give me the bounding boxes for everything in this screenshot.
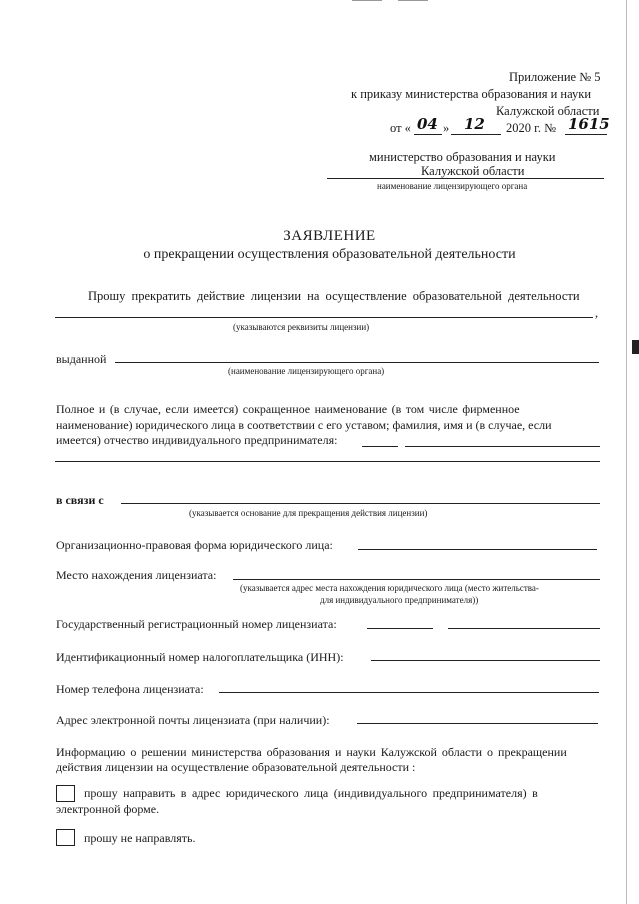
request-comma: , bbox=[595, 306, 599, 320]
option1-text-line1: прошу направить в адрес юридического лица (индивидуального предпринимателя) в bbox=[84, 786, 538, 800]
authority-name-line1: министерство образования и науки bbox=[369, 150, 556, 164]
phone-label: Номер телефона лицензиата: bbox=[56, 682, 204, 696]
fullname-paragraph-line1: Полное и (в случае, если имеется) сокращенное наименование (в том числе фирменное bbox=[56, 402, 520, 416]
document-title: ЗАЯВЛЕНИЕ bbox=[283, 228, 376, 244]
fullname-field-line2[interactable] bbox=[55, 461, 600, 462]
info-paragraph-line1: Информацию о решении министерства образования и науки Калужской области о прекращении bbox=[56, 745, 567, 759]
request-text: Прошу прекратить действие лицензии на осуществление образовательной деятельности bbox=[88, 289, 580, 303]
appendix-line3: Калужской области bbox=[496, 104, 600, 118]
do-not-send-checkbox[interactable] bbox=[56, 829, 75, 846]
fullname-field-line1[interactable] bbox=[362, 446, 398, 447]
email-label: Адрес электронной почты лицензиата (при наличии): bbox=[56, 713, 330, 727]
scan-edge-mark bbox=[352, 0, 382, 1]
authority-underline bbox=[327, 178, 604, 179]
email-field[interactable] bbox=[357, 723, 598, 724]
appendix-date-year: 2020 г. № bbox=[506, 121, 557, 135]
location-label: Место нахождения лицензиата: bbox=[56, 568, 217, 582]
license-details-field[interactable] bbox=[55, 317, 593, 318]
ogrn-label: Государственный регистрационный номер лицензиата: bbox=[56, 617, 337, 631]
scan-edge-mark bbox=[626, 0, 627, 904]
option2-text: прошу не направлять. bbox=[84, 831, 196, 845]
license-details-caption: (указываются реквизиты лицензии) bbox=[233, 322, 370, 332]
location-caption-line2: для индивидуального предпринимателя)) bbox=[320, 595, 479, 605]
location-caption-line1: (указывается адрес места нахождения юридического лица (место жительства- bbox=[240, 583, 539, 593]
inn-field[interactable] bbox=[371, 660, 600, 661]
reason-field[interactable] bbox=[121, 503, 600, 504]
date-day-underline bbox=[414, 134, 442, 135]
inn-label: Идентификационный номер налогоплательщика (ИНН): bbox=[56, 650, 344, 664]
send-electronic-checkbox[interactable] bbox=[56, 785, 75, 802]
org-form-field[interactable] bbox=[358, 549, 597, 550]
appendix-line1: Приложение № 5 bbox=[509, 70, 601, 84]
appendix-date-prefix: от « bbox=[390, 121, 411, 135]
fullname-paragraph-line3: имеется) отчество индивидуального предпринимателя: bbox=[56, 433, 338, 447]
reason-caption: (указывается основание для прекращения действия лицензии) bbox=[189, 508, 428, 518]
issued-by-field[interactable] bbox=[115, 362, 599, 363]
appendix-line2: к приказу министерства образования и науки bbox=[351, 87, 592, 101]
appendix-order-number: 1615 bbox=[568, 115, 610, 133]
authority-name-line2: Калужской области bbox=[421, 164, 525, 178]
appendix-date-month: 12 bbox=[464, 115, 485, 133]
date-month-underline bbox=[451, 134, 501, 135]
authority-caption: наименование лицензирующего органа bbox=[377, 181, 528, 191]
phone-field[interactable] bbox=[219, 692, 599, 693]
issued-label: выданной bbox=[56, 352, 107, 366]
appendix-date-mid: » bbox=[443, 121, 450, 135]
option1-text-line2: электронной форме. bbox=[56, 802, 160, 816]
issued-by-caption: (наименование лицензирующего органа) bbox=[228, 366, 385, 376]
document-subtitle: о прекращении осуществления образовательной деятельности bbox=[143, 247, 516, 262]
reason-label: в связи с bbox=[56, 493, 104, 507]
order-number-underline bbox=[565, 134, 607, 135]
info-paragraph-line2: действия лицензии на осуществление образовательной деятельности : bbox=[56, 760, 416, 774]
location-field[interactable] bbox=[233, 579, 600, 580]
scan-edge-mark bbox=[632, 340, 639, 354]
ogrn-field-part2[interactable] bbox=[448, 628, 600, 629]
appendix-date-day: 04 bbox=[417, 115, 438, 133]
org-form-label: Организационно-правовая форма юридического лица: bbox=[56, 538, 333, 552]
ogrn-field-part1[interactable] bbox=[367, 628, 433, 629]
scan-edge-mark bbox=[398, 0, 428, 1]
fullname-field-line1b[interactable] bbox=[405, 446, 600, 447]
fullname-paragraph-line2: наименование) юридического лица в соответствии с его уставом; фамилия, имя и (в случае, если bbox=[56, 418, 552, 432]
